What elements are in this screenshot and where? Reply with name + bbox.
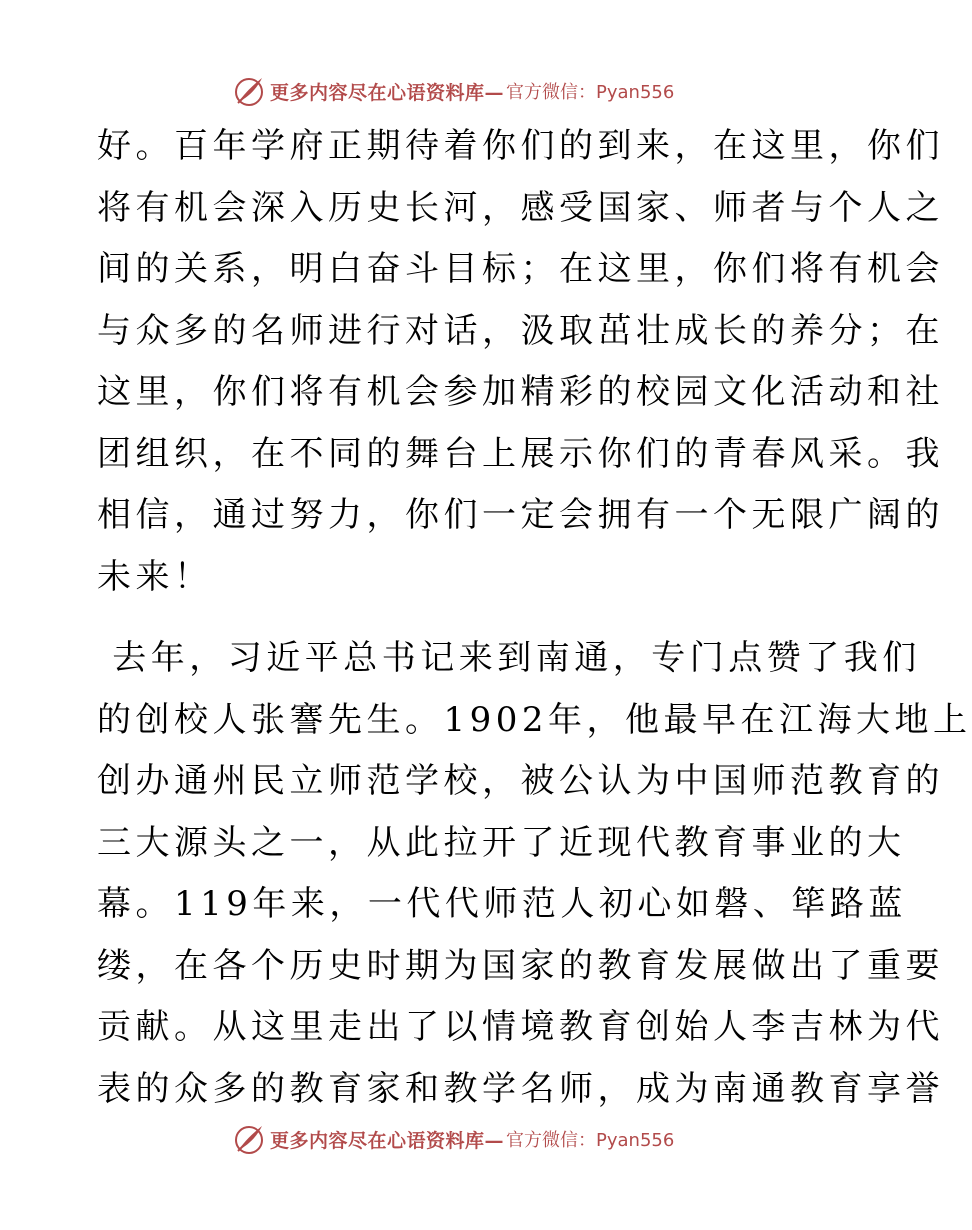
text-line: 缕，在各个历史时期为国家的教育发展做出了重要 — [97, 945, 944, 986]
text-line: 表的众多的教育家和教学名师，成为南通教育享誉 — [97, 1068, 944, 1109]
paragraph-2 — [97, 634, 972, 1113]
header-watermark — [232, 72, 674, 110]
text-line: 贡献。从这里走出了以情境教育创始人李吉林为代 — [97, 1007, 944, 1047]
footer-watermark — [232, 1120, 674, 1158]
text-line: 三大源头之一，从此拉开了近现代教育事业的大 — [97, 822, 906, 863]
paragraph-1 — [97, 122, 944, 601]
document-body — [97, 122, 972, 1126]
quill-logo-icon — [232, 74, 266, 108]
paragraph-gap — [97, 614, 857, 634]
text-line: 这里，你们将有机会参加精彩的校园文化活动和社 — [97, 372, 944, 412]
quill-logo-icon — [232, 1122, 266, 1156]
header-wechat-text: 官方微信：Pyan556 — [506, 82, 675, 103]
text-line: 去年，习近平总书记来到南通，专门点赞了我们 — [97, 638, 921, 678]
text-line: 创办通州民立师范学校，被公认为中国师范教育的 — [97, 761, 944, 801]
header-brand-text: 更多内容尽在心语资料库— — [270, 81, 505, 104]
text-line: 相信，通过努力，你们一定会拥有一个无限广阔的 — [97, 495, 944, 535]
text-line: 团组织，在不同的舞台上展示你们的青春风采。我 — [97, 433, 944, 474]
text-line: 的创校人张謇先生。1902年，他最早在江海大地上 — [97, 699, 972, 740]
text-line: 未来！ — [97, 556, 213, 597]
text-line: 好。百年学府正期待着你们的到来，在这里，你们 — [97, 126, 944, 166]
text-line: 幕。119年来，一代代师范人初心如磐、筚路蓝 — [97, 884, 907, 924]
text-line: 间的关系，明白奋斗目标；在这里，你们将有机会 — [97, 249, 944, 289]
text-line: 将有机会深入历史长河，感受国家、师者与个人之 — [97, 187, 944, 228]
text-line: 与众多的名师进行对话，汲取茁壮成长的养分；在 — [97, 310, 944, 351]
footer-brand-text: 更多内容尽在心语资料库— — [270, 1129, 505, 1152]
footer-wechat-text: 官方微信：Pyan556 — [506, 1130, 675, 1151]
